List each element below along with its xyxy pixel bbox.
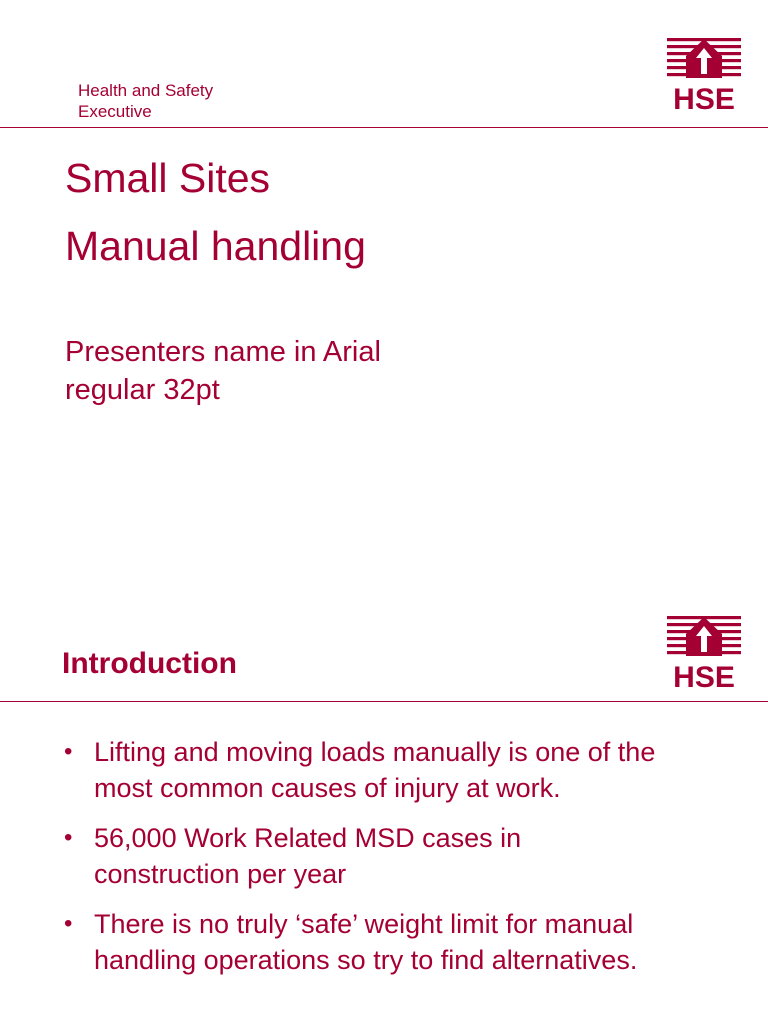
bullet-dot-icon: • [64, 738, 73, 765]
hse-house-arrow-icon [667, 616, 741, 656]
bullet-text: Lifting and moving loads manually is one of the most common causes of injury at work. [94, 737, 656, 803]
bullet-list [64, 734, 664, 992]
introduction-slide [0, 580, 768, 1024]
presenter-line-2: regular 32pt [65, 374, 220, 406]
list-item [64, 906, 664, 978]
slide-title-line-2: Manual handling [65, 223, 366, 269]
section-heading: Introduction [62, 647, 237, 680]
header-divider [0, 127, 768, 128]
bullet-text: 56,000 Work Related MSD cases in construction per year [94, 823, 522, 889]
bullet-dot-icon: • [64, 910, 73, 937]
organization-name [78, 80, 213, 122]
list-item [64, 734, 664, 806]
hse-logo-text: HSE [673, 83, 735, 114]
presenter-line-1: Presenters name in Arial [65, 336, 381, 368]
hse-logo [664, 612, 744, 692]
presenter-name [65, 333, 381, 409]
header-divider [0, 701, 768, 702]
organization-name-line-1: Health and Safety [78, 81, 214, 100]
list-item [64, 820, 664, 892]
hse-logo [664, 34, 744, 114]
hse-logo-text: HSE [673, 661, 735, 692]
hse-house-arrow-icon [667, 38, 741, 78]
slide-title-line-1: Small Sites [65, 155, 271, 201]
bullet-dot-icon: • [64, 824, 73, 851]
bullet-text: There is no truly ‘safe’ weight limit for manual handling operations so try to find alternatives. [94, 909, 638, 975]
organization-name-line-2: Executive [78, 102, 152, 121]
